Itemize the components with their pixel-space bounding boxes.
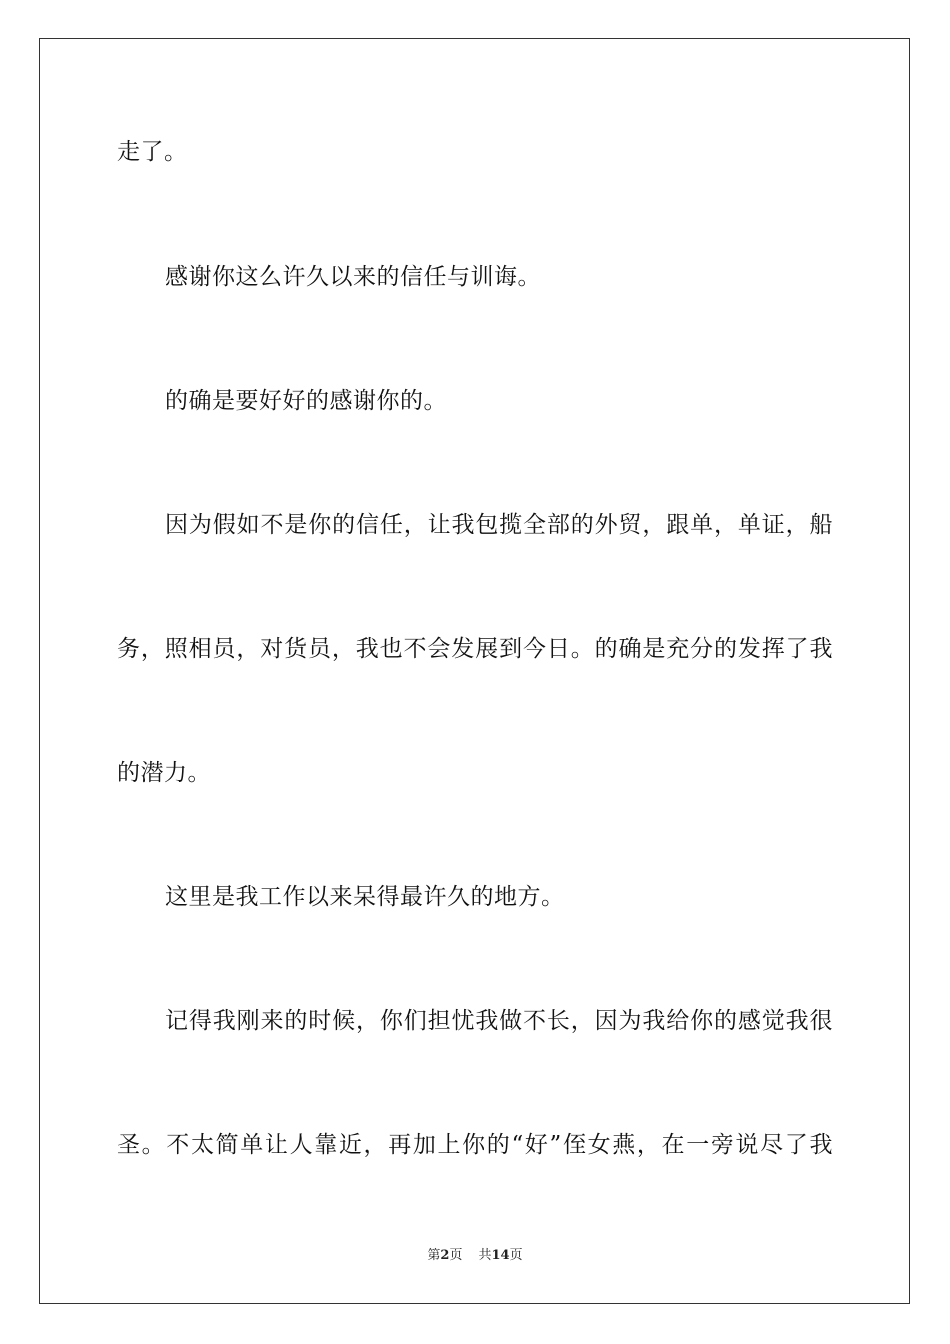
text-line-2: 感谢你这么许久以来的信任与训诲。 bbox=[165, 264, 541, 290]
page-footer bbox=[0, 1247, 950, 1265]
text-line-7: 这里是我工作以来呆得最许久的地方。 bbox=[165, 884, 565, 910]
text-line-6: 的潜力。 bbox=[117, 760, 211, 786]
text-line-5: 务，照相员，对货员，我也不会发展到今日。的确是充分的发挥了我 bbox=[117, 636, 833, 662]
text-line-3: 的确是要好好的感谢你的。 bbox=[165, 388, 447, 414]
text-line-9: 圣。不太简单让人靠近，再加上你的“好”侄女燕，在一旁说尽了我 bbox=[117, 1132, 833, 1158]
text-line-1: 走了。 bbox=[117, 139, 188, 165]
text-line-4: 因为假如不是你的信任，让我包揽全部的外贸，跟单，单证，船 bbox=[165, 512, 833, 538]
total-pages: 14 bbox=[491, 1248, 510, 1263]
text-line-8: 记得我刚来的时候，你们担忧我做不长，因为我给你的感觉我很 bbox=[165, 1008, 833, 1034]
page-suffix: 页 bbox=[449, 1248, 463, 1263]
page-number: 2 bbox=[440, 1248, 450, 1263]
page-frame bbox=[39, 38, 910, 1304]
total-suffix: 页 bbox=[509, 1248, 523, 1263]
total-prefix: 共 bbox=[478, 1248, 492, 1263]
page-prefix: 第 bbox=[427, 1248, 441, 1263]
